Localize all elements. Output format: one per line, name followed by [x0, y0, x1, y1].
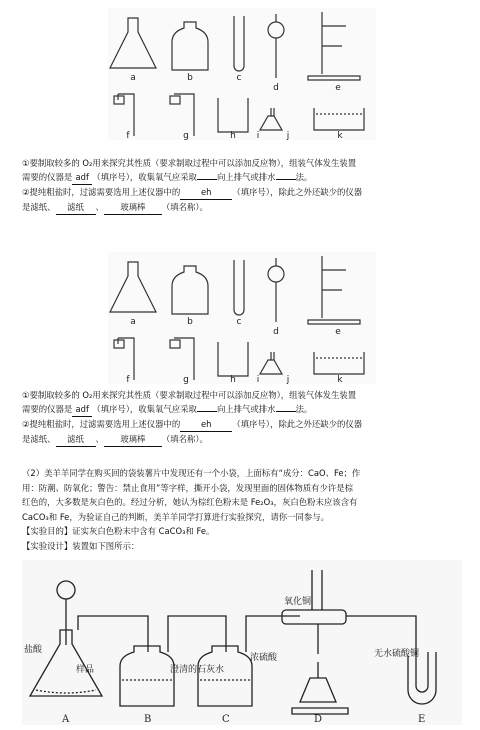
- label-e: e: [335, 327, 341, 337]
- label-d: d: [273, 83, 279, 93]
- label-a: a: [130, 73, 136, 83]
- q2-line2: 是滤纸、 滤纸 、 玻璃棒 （填名称）。: [22, 432, 472, 447]
- q1-line1: ①要制取较多的 O₂用来探究其性质（要求制取过程中可以添加反应物），组装气体发生装置: [22, 158, 357, 168]
- q2-line2: 是滤纸、 滤纸 、 玻璃棒 （填名称）。: [22, 200, 472, 215]
- label-f: f: [126, 375, 130, 384]
- q1-line2: 需要的仪器是 adf （填序号），收集氧气应采取 向上排气或排水 法。: [22, 402, 472, 417]
- q2-line1: ②提纯粗盐时，过滤需要选用上述仪器中的 eh （填序号），除此之外还缺少的仪器: [22, 417, 472, 432]
- answer-blank: 玻璃棒: [104, 432, 162, 447]
- label-i: i: [256, 375, 260, 384]
- label-k: k: [337, 131, 343, 140]
- answer-blank: 玻璃棒: [104, 200, 162, 215]
- label-k: k: [337, 375, 343, 384]
- answer-blank: [276, 411, 296, 412]
- q1-line2: 需要的仪器是 adf （填序号），收集氧气应采取 向上排气或排水 法。: [22, 170, 472, 185]
- part2-line4: CaCO₃和 Fe，为验证自己的判断，美羊羊同学打算进行实验探究，请你一同参与。: [22, 511, 329, 522]
- label-b: b: [187, 73, 193, 83]
- question-block-2: [22, 388, 472, 447]
- part2-paragraph: [22, 466, 474, 553]
- part2-line2: 用：防潮、防氧化；警告：禁止食用”等字样，撕开小袋，发现里面的固体物质有少许是棕: [22, 482, 353, 493]
- apparatus-drawing: [22, 560, 462, 725]
- q2-line1: ②提纯粗盐时，过滤需要选用上述仪器中的 eh （填序号），除此之外还缺少的仪器: [22, 185, 472, 200]
- instrument-drawings-2: [108, 252, 376, 384]
- label-d: d: [273, 327, 279, 337]
- label-j: j: [286, 131, 290, 140]
- question-block-1: [22, 156, 472, 215]
- label-h: h: [230, 375, 236, 384]
- label-a: a: [130, 317, 136, 327]
- answer-blank: adf: [72, 402, 92, 417]
- label-h: h: [230, 131, 236, 140]
- part2-line3: 红色的，大多数是灰白色的。经过分析，她认为棕红色粉末是 Fe₂O₃，灰白色粉末应该含有: [22, 497, 358, 507]
- label-hydrochloric-acid: 盐酸: [24, 645, 43, 655]
- answer-blank: 滤纸: [56, 200, 96, 215]
- label-c: c: [236, 317, 242, 327]
- apparatus-figure-2: [108, 252, 376, 384]
- part2-line1: （2）美羊羊同学在购买回的袋装薯片中发现还有一个小袋，上面标有“成分：CaO、Fe；作: [22, 468, 361, 478]
- experiment-design: 【实验设计】装置如下图所示：: [22, 540, 140, 551]
- answer-blank: [197, 179, 217, 180]
- answer-blank: [197, 411, 217, 412]
- answer-blank: adf: [72, 170, 92, 185]
- q1-line1: ①要制取较多的 O₂用来探究其性质（要求制取过程中可以添加反应物），组装气体发生装置: [22, 390, 357, 400]
- label-conc-sulfuric-acid: 浓硫酸: [250, 653, 278, 663]
- experiment-purpose: 【实验目的】证实灰白色粉末中含有 CaCO₃和 Fe。: [22, 526, 215, 536]
- instrument-drawings-1: [108, 8, 376, 140]
- label-c: c: [236, 73, 242, 83]
- answer-blank: eh: [180, 417, 232, 432]
- caption-e: E: [418, 714, 426, 725]
- caption-b: B: [144, 714, 152, 725]
- caption-a: A: [62, 714, 70, 725]
- label-j: j: [286, 375, 290, 384]
- label-e: e: [335, 83, 341, 93]
- label-f: f: [126, 131, 130, 140]
- label-copper-oxide: 氧化铜: [284, 597, 312, 607]
- apparatus-figure-1: [108, 8, 376, 140]
- label-anhydrous-cuso4: 无水硫酸铜: [374, 649, 420, 659]
- caption-c: C: [222, 714, 230, 725]
- label-limewater: 澄清的石灰水: [170, 665, 225, 675]
- label-g: g: [183, 375, 189, 384]
- label-i: i: [256, 131, 260, 140]
- label-sample: 样品: [76, 665, 95, 675]
- label-g: g: [183, 131, 189, 140]
- answer-blank: eh: [180, 185, 232, 200]
- label-b: b: [187, 317, 193, 327]
- answer-blank: 滤纸: [56, 432, 96, 447]
- answer-blank: [276, 179, 296, 180]
- caption-d: D: [314, 714, 323, 725]
- experiment-apparatus: [22, 560, 462, 725]
